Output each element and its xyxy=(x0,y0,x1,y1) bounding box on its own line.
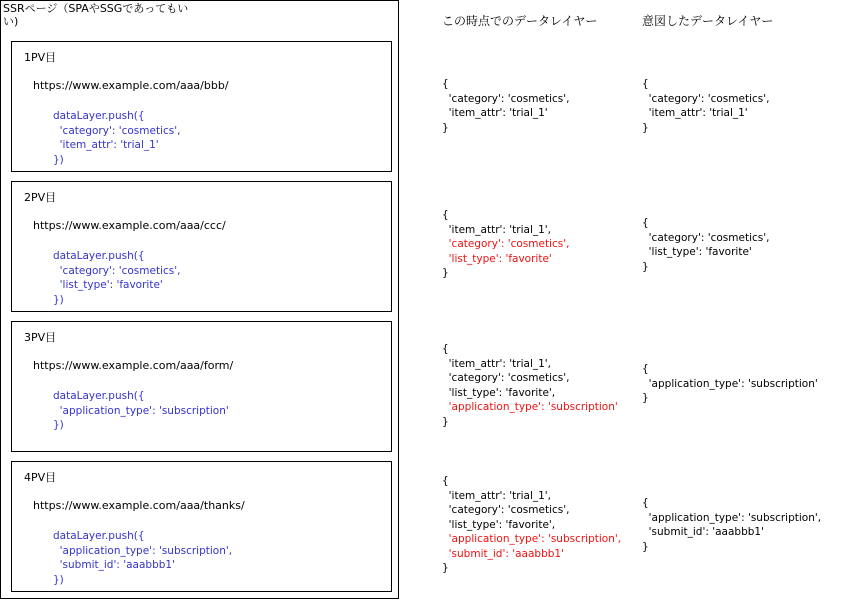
pv-url: https://www.example.com/aaa/form/ xyxy=(33,359,234,372)
datalayer-push-code: dataLayer.push({ 'category': 'cosmetics', 'item_attr': 'trial_1' }) xyxy=(53,110,181,166)
datalayer-line: { xyxy=(642,497,649,509)
datalayer-line: 'list_type': 'favorite' xyxy=(642,246,752,258)
datalayer-push-code: dataLayer.push({ 'application_type': 'subscription' }) xyxy=(53,390,229,431)
datalayer-line: 'item_attr': 'trial_1' xyxy=(442,107,548,119)
pv-url: https://www.example.com/aaa/ccc/ xyxy=(33,219,226,232)
datalayer-line: 'application_type': 'subscription' xyxy=(642,377,818,390)
datalayer-line: { xyxy=(442,209,449,221)
datalayer-line: 'item_attr': 'trial_1' xyxy=(642,107,748,119)
current-datalayer-4 xyxy=(442,474,621,576)
current-datalayer-2 xyxy=(442,208,569,281)
datalayer-line: 'category': 'cosmetics', xyxy=(642,231,770,244)
pv-title: 3PV目 xyxy=(24,331,57,344)
current-datalayer-3 xyxy=(442,342,618,429)
current-datalayer-header: この時点でのデータレイヤー xyxy=(442,14,598,28)
datalayer-line: { xyxy=(642,363,649,375)
datalayer-line-added: 'submit_id': 'aaabbb1' xyxy=(442,547,564,560)
datalayer-line-added: 'application_type': 'subscription', xyxy=(442,533,622,545)
datalayer-line: 'item_attr': 'trial_1', xyxy=(442,357,552,370)
datalayer-line-added: 'list_type': 'favorite' xyxy=(442,252,552,265)
datalayer-line-added: 'category': 'cosmetics', xyxy=(442,238,570,250)
intended-datalayer-2 xyxy=(642,216,769,274)
pv-url: https://www.example.com/aaa/thanks/ xyxy=(33,499,245,512)
datalayer-line: { xyxy=(642,217,649,229)
pv-box-1 xyxy=(11,41,392,172)
datalayer-line: 'category': 'cosmetics', xyxy=(442,504,570,516)
datalayer-line: } xyxy=(642,260,649,273)
datalayer-line: 'category': 'cosmetics', xyxy=(642,92,770,105)
datalayer-line: { xyxy=(642,78,649,90)
intended-datalayer-header: 意図したデータレイヤー xyxy=(642,14,774,28)
datalayer-line: 'category': 'cosmetics', xyxy=(442,92,570,105)
intended-datalayer-1 xyxy=(642,77,769,135)
ssr-page-frame xyxy=(0,0,399,599)
pv-box-3 xyxy=(11,321,392,452)
datalayer-line: { xyxy=(442,78,449,90)
datalayer-line: } xyxy=(642,121,649,134)
pv-box-4 xyxy=(11,461,392,592)
datalayer-line: 'item_attr': 'trial_1', xyxy=(442,223,552,236)
datalayer-push-code: dataLayer.push({ 'application_type': 'subscription', 'submit_id': 'aaabbb1' }) xyxy=(53,530,233,586)
datalayer-line: } xyxy=(442,121,449,134)
pv-title: 1PV目 xyxy=(24,51,57,64)
datalayer-line: 'list_type': 'favorite', xyxy=(442,386,556,399)
datalayer-line: 'list_type': 'favorite', xyxy=(442,518,556,531)
pv-title: 2PV目 xyxy=(24,191,57,204)
ssr-page-title: SSRページ（SPAやSSGであってもい い) xyxy=(3,2,189,28)
datalayer-line: } xyxy=(642,392,649,404)
current-datalayer-1 xyxy=(442,77,569,135)
datalayer-line: 'application_type': 'subscription', xyxy=(642,511,822,524)
datalayer-line: { xyxy=(442,343,449,355)
datalayer-line-added: 'application_type': 'subscription' xyxy=(442,401,618,413)
datalayer-line: } xyxy=(442,562,449,574)
intended-datalayer-4 xyxy=(642,496,821,554)
pv-box-2 xyxy=(11,181,392,312)
datalayer-line: } xyxy=(442,415,449,428)
datalayer-push-code: dataLayer.push({ 'category': 'cosmetics', 'list_type': 'favorite' }) xyxy=(53,250,181,306)
datalayer-line: 'item_attr': 'trial_1', xyxy=(442,489,552,502)
datalayer-line: } xyxy=(642,540,649,553)
datalayer-line: 'category': 'cosmetics', xyxy=(442,372,570,384)
pv-title: 4PV目 xyxy=(24,471,57,484)
datalayer-line: { xyxy=(442,475,449,487)
datalayer-line: } xyxy=(442,267,449,279)
pv-url: https://www.example.com/aaa/bbb/ xyxy=(33,79,229,92)
datalayer-line: 'submit_id': 'aaabbb1' xyxy=(642,526,764,538)
intended-datalayer-3 xyxy=(642,362,818,406)
